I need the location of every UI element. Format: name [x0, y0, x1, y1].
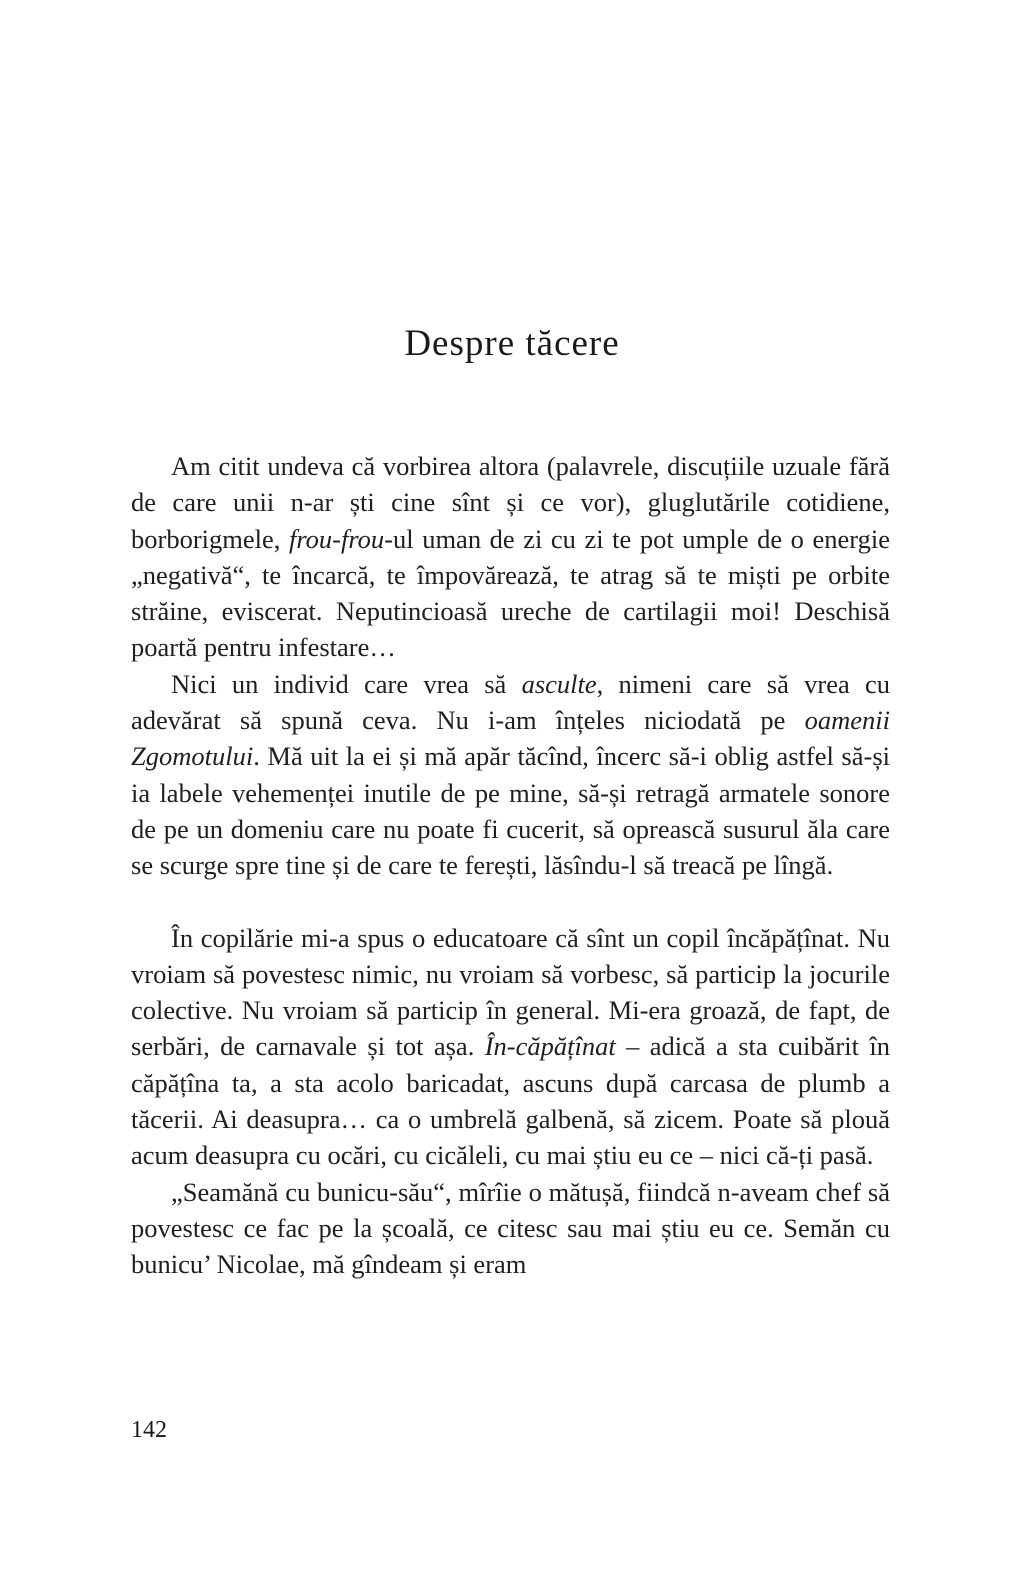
body-text [131, 448, 890, 1283]
italic-segment: oamenii Zgomotului [131, 705, 890, 772]
text-segment: Nici un individ care vrea să [171, 668, 522, 699]
text-segment: „Seamănă cu bunicu-său“, mîrîie o mătușă, fiindcă n-aveam chef să povestesc ce fac pe la școală, ce citesc sau mai știu eu ce. Semăn cu bunicu’ Nicolae, mă gîndeam și eram [131, 1176, 890, 1280]
paragraph [131, 666, 890, 884]
text-segment: În copilărie mi-a spus o educatoare că sînt un copil încăpățînat. Nu vroiam să povestesc nimic, nu vroiam să vorbesc, să particip la jocurile colective. Nu vroiam să particip în general. Mi-era groază, de fapt, de serbări, de carnavale și tot așa. [131, 922, 890, 1062]
text-segment: – adică a sta cuibărit în căpățîna ta, a sta acolo baricadat, ascuns după carcasa de plumb a tăcerii. Ai deasupra… ca o umbrelă galbenă, să zicem. Poate să plouă acum deasupra cu ocări, cu cicăleli, cu mai știu eu ce – nici că-ți pasă. [131, 1031, 890, 1171]
chapter-title: Despre tăcere [404, 323, 620, 364]
italic-segment: În-căpățînat [484, 1031, 616, 1062]
page-number: 142 [131, 1417, 167, 1443]
italic-segment: asculte [521, 668, 597, 699]
italic-segment: frou-frou [288, 523, 385, 554]
paragraph [131, 920, 890, 1174]
text-segment: Am citit undeva că vorbirea altora (palavrele, discuțiile uzuale fără de care unii n-ar ști cine sînt și ce vor), gluglutările cotidiene, borborigmele, [131, 451, 890, 554]
text-segment: . Mă uit la ei și mă apăr tăcînd, încerc să-i oblig astfel să-și ia labele vehemenței inutile de pe mine, să-și retragă armatele sonore de pe un domeniu care nu poate fi cucerit, să oprească susurul ăla care se scurge spre tine și de care te ferești, lăsîndu-l să treacă pe lîngă. [131, 741, 890, 881]
paragraph [131, 448, 890, 666]
text-segment: -ul uman de zi cu zi te pot umple de o energie „negativă“, te încarcă, te împovărează, te atrag să te miști pe orbite străine, eviscerat. Neputincioasă ureche de cartilagii moi! Deschisă poartă pentru infestare… [131, 523, 890, 663]
paragraph [131, 1174, 890, 1283]
text-segment: , nimeni care să vrea cu adevărat să spună ceva. Nu i-am înțeles niciodată pe [131, 668, 890, 736]
